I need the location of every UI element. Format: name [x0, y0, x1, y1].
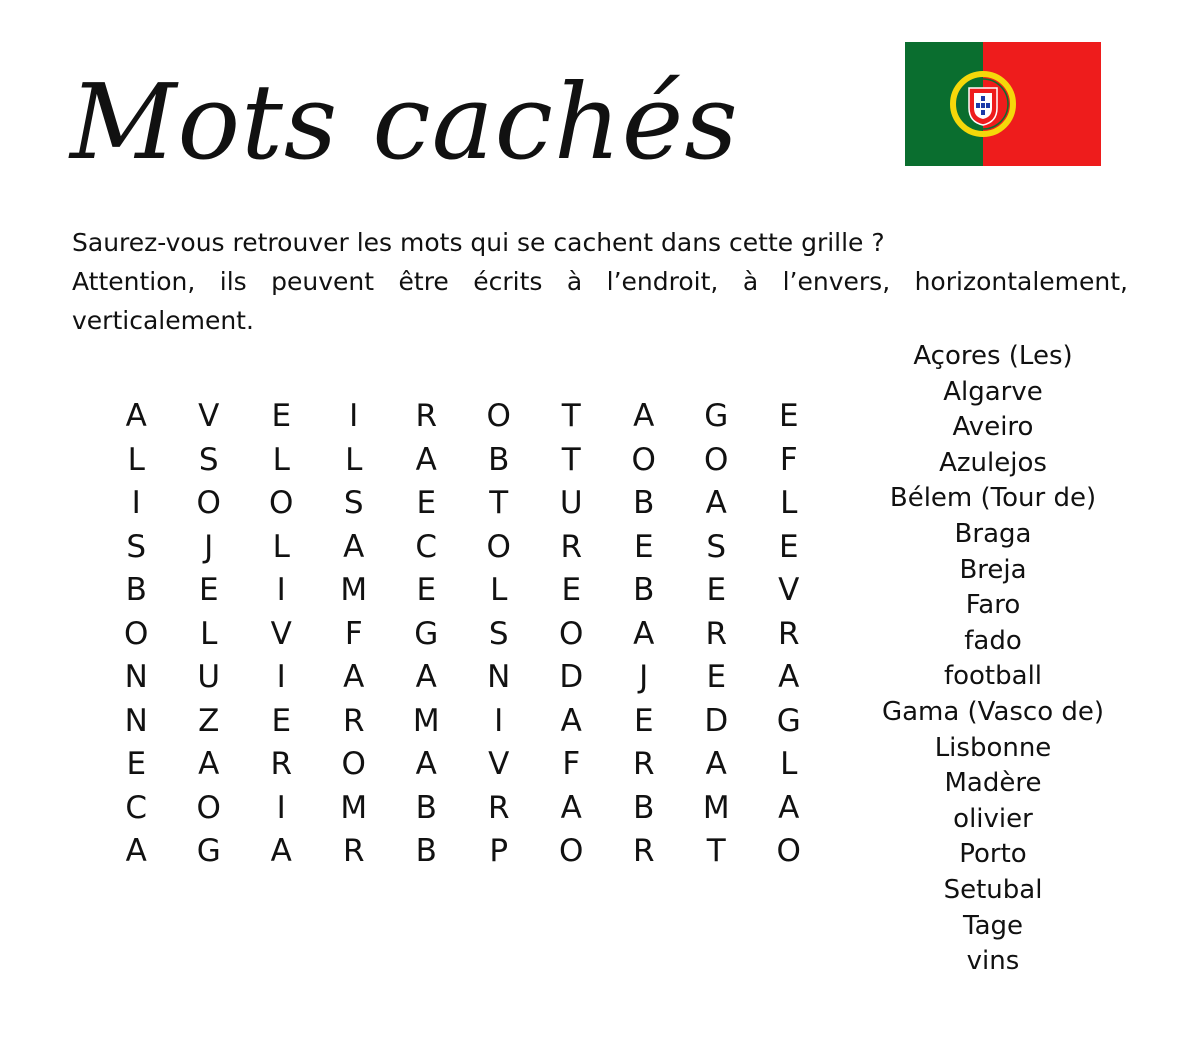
grid-letter: E: [633, 528, 654, 565]
grid-letter: A: [560, 789, 582, 826]
grid-letter: M: [340, 789, 368, 826]
word-list-item: olivier: [953, 803, 1033, 834]
grid-letter: V: [488, 746, 510, 782]
grid-letter: E: [633, 702, 654, 739]
word-list-item: Azulejos: [939, 447, 1047, 478]
grid-letter: U: [197, 659, 221, 695]
grid-letter: G: [704, 398, 729, 434]
grid-letter: L: [272, 441, 290, 478]
page-title: Mots cachés: [70, 61, 739, 183]
grid-letter: O: [486, 398, 511, 434]
grid-letter: O: [486, 528, 511, 565]
word-list-item: Tage: [962, 910, 1023, 941]
grid-letter: A: [705, 746, 727, 782]
grid-letter: R: [342, 702, 365, 739]
grid-letter: D: [704, 702, 729, 739]
grid-letter: L: [490, 572, 508, 608]
grid-letter: E: [126, 746, 147, 782]
word-list: [868, 339, 1118, 980]
grid-letter: I: [276, 659, 286, 695]
grid-letter: A: [125, 833, 147, 869]
word-list-item: Gama (Vasco de): [881, 696, 1105, 727]
grid-letter: O: [196, 485, 221, 521]
word-list-item: Porto: [959, 839, 1027, 870]
grid-letter: S: [343, 485, 364, 521]
grid-letter: G: [776, 702, 801, 739]
word-list-item: Lisbonne: [934, 732, 1052, 763]
grid-letter: I: [494, 702, 504, 739]
word-search-grid: [100, 395, 825, 874]
grid-letter: O: [341, 746, 366, 782]
portugal-flag: [905, 42, 1101, 166]
grid-letter: T: [706, 833, 726, 869]
grid-letter: B: [488, 441, 510, 478]
grid-letter: S: [488, 615, 509, 652]
grid-letter: S: [198, 441, 219, 478]
instructions-line-2: Attention, ils peuvent être écrits à l’endroit, à l’envers, horizontalement, verticalement.: [72, 267, 1128, 335]
grid-letter: O: [269, 485, 294, 521]
grid-letter: Z: [198, 702, 220, 739]
grid-letter: I: [276, 572, 286, 608]
grid-letter: L: [127, 441, 145, 478]
grid-letter: E: [706, 659, 727, 695]
word-list-item: Braga: [954, 518, 1032, 549]
grid-letter: L: [780, 485, 798, 521]
grid-letter: V: [270, 615, 292, 652]
grid-letter: A: [415, 441, 437, 478]
grid-letter: U: [559, 485, 583, 521]
grid-letter: B: [415, 833, 437, 869]
word-list-item: Aveiro: [952, 412, 1034, 443]
grid-letter: O: [631, 441, 656, 478]
grid-letter: R: [270, 746, 293, 782]
grid-letter: F: [779, 441, 798, 478]
grid-letter: M: [412, 702, 440, 739]
word-list-item: Setubal: [943, 874, 1043, 905]
grid-letter: F: [344, 615, 363, 652]
grid-letter: A: [633, 615, 655, 652]
word-list-item: fado: [964, 625, 1022, 656]
grid-letter: B: [125, 572, 147, 608]
grid-letter: A: [270, 833, 292, 869]
instructions: [72, 223, 1128, 340]
grid-letter: N: [124, 702, 148, 739]
grid-letter: T: [489, 485, 509, 521]
grid-letter: E: [706, 572, 727, 608]
grid-letter: J: [639, 659, 649, 695]
grid-letter: A: [125, 398, 147, 434]
word-list-item: Bélem (Tour de): [889, 483, 1097, 514]
grid-letter: A: [778, 789, 800, 826]
grid-letter: I: [131, 485, 141, 521]
grid-letter: O: [704, 441, 729, 478]
word-list-item: vins: [966, 946, 1020, 977]
grid-letter: S: [126, 528, 147, 565]
grid-letter: A: [415, 659, 437, 695]
grid-letter: A: [343, 659, 365, 695]
word-list-item: Açores (Les): [913, 341, 1073, 371]
grid-letter: M: [702, 789, 730, 826]
grid-letter: B: [633, 485, 655, 521]
grid-letter: E: [778, 398, 799, 434]
grid-letter: E: [416, 572, 437, 608]
grid-letter: T: [561, 398, 581, 434]
grid-letter: C: [125, 789, 148, 826]
grid-letter: O: [559, 615, 584, 652]
grid-letter: O: [124, 615, 149, 652]
grid-letter: R: [342, 833, 365, 869]
grid-letter: A: [343, 528, 365, 565]
grid-letter: V: [198, 398, 220, 434]
grid-letter: B: [633, 789, 655, 826]
grid-letter: A: [560, 702, 582, 739]
grid-letter: O: [776, 833, 801, 869]
word-list-item: football: [943, 661, 1043, 692]
grid-letter: E: [198, 572, 219, 608]
grid-letter: T: [561, 441, 581, 478]
grid-letter: G: [414, 615, 439, 652]
grid-letter: E: [561, 572, 582, 608]
flag-emblem-icon: [949, 70, 1017, 138]
grid-letter: R: [632, 833, 655, 869]
instructions-line-1: Saurez-vous retrouver les mots qui se cachent dans cette grille ?: [72, 228, 885, 257]
grid-letter: B: [633, 572, 655, 608]
grid-letter: F: [562, 746, 581, 782]
grid-letter: E: [778, 528, 799, 565]
grid-letter: R: [560, 528, 583, 565]
grid-letter: B: [415, 789, 437, 826]
grid-letter: D: [559, 659, 584, 695]
grid-letter: G: [196, 833, 221, 869]
word-list-item: Madère: [944, 768, 1042, 799]
grid-letter: L: [780, 746, 798, 782]
grid-letter: O: [559, 833, 584, 869]
grid-letter: A: [198, 746, 220, 782]
grid-letter: L: [200, 615, 218, 652]
grid-letter: N: [124, 659, 148, 695]
grid-letter: A: [778, 659, 800, 695]
word-list-item: Breja: [959, 554, 1027, 585]
grid-letter: R: [777, 615, 800, 652]
grid-letter: R: [415, 398, 438, 434]
grid-letter: A: [633, 398, 655, 434]
grid-letter: C: [415, 528, 438, 565]
grid-letter: R: [487, 789, 510, 826]
grid-letter: I: [276, 789, 286, 826]
word-list-item: Faro: [965, 590, 1021, 621]
grid-letter: J: [204, 528, 214, 565]
grid-letter: A: [415, 746, 437, 782]
grid-letter: S: [706, 528, 727, 565]
grid-letter: R: [632, 746, 655, 782]
word-list-item: Algarve: [943, 376, 1043, 407]
grid-letter: E: [271, 398, 292, 434]
grid-letter: R: [705, 615, 728, 652]
grid-letter: M: [340, 572, 368, 608]
grid-letter: L: [345, 441, 363, 478]
grid-letter: N: [487, 659, 511, 695]
grid-letter: L: [272, 528, 290, 565]
grid-letter: O: [196, 789, 221, 826]
grid-letter: V: [778, 572, 800, 608]
grid-letter: P: [489, 833, 509, 869]
grid-letter: E: [271, 702, 292, 739]
grid-letter: E: [416, 485, 437, 521]
grid-letter: A: [705, 485, 727, 521]
grid-letter: I: [349, 398, 359, 434]
